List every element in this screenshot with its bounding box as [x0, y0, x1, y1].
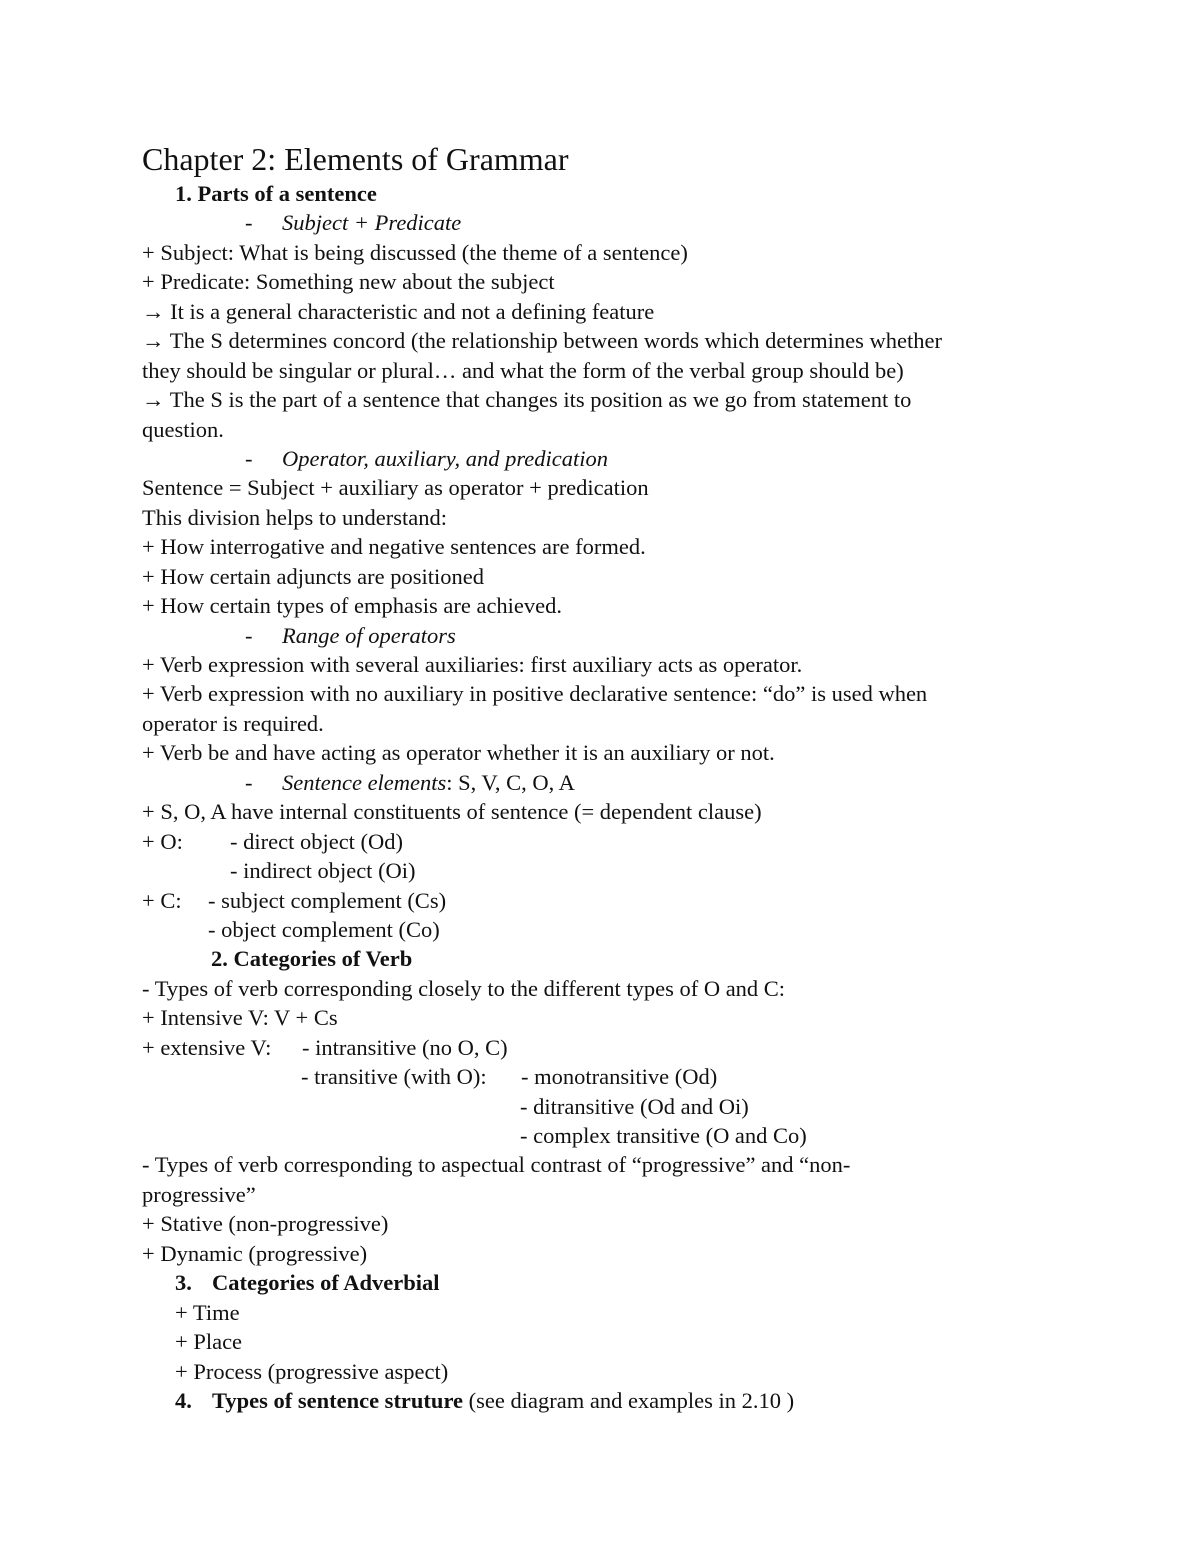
text-line: operator is required. — [142, 710, 324, 736]
verb-type-row: + extensive V: - intransitive (no O, C) — [142, 1034, 508, 1060]
text-line: + Stative (non-progressive) — [142, 1211, 389, 1237]
text-line: → The S determines concord (the relationship between words which determines whether — [142, 328, 942, 354]
text-line: they should be singular or plural… and what the form of the verbal group should be) — [142, 357, 904, 383]
bullet-dash: - — [245, 622, 253, 648]
text-line: + Verb be and have acting as operator whether it is an auxiliary or not. — [142, 740, 775, 766]
text-line: - Types of verb corresponding to aspectual contrast of “progressive” and “non- — [142, 1152, 851, 1178]
section-3-heading: 3. Categories of Adverbial — [175, 1270, 440, 1296]
bullet-dash: - — [245, 445, 253, 471]
text-line: → The S is the part of a sentence that changes its position as we go from statement to — [142, 387, 912, 413]
subheading-operator: - Operator, auxiliary, and predication — [142, 444, 1062, 473]
text-line: progressive” — [142, 1181, 256, 1207]
text-line: + Verb expression with several auxiliaries: first auxiliary acts as operator. — [142, 652, 803, 677]
bullet-dash: - — [245, 769, 253, 795]
text-line: + How certain adjuncts are positioned — [142, 563, 484, 589]
text-line: + Intensive V: V + Cs — [142, 1005, 338, 1031]
text-line: This division helps to understand: — [142, 504, 447, 530]
subheading-range-of-operators: - Range of operators — [142, 621, 1062, 650]
subheading-sentence-elements: - Sentence elements: S, V, C, O, A — [142, 768, 1062, 797]
text-line: - Types of verb corresponding closely to the different types of O and C: — [142, 975, 786, 1001]
object-row: + O: - direct object (Od) — [142, 828, 404, 854]
bullet-dash: - — [245, 210, 253, 236]
text-line: + S, O, A have internal constituents of sentence (= dependent clause) — [142, 799, 762, 825]
complement-row: - object complement (Co) — [208, 916, 440, 942]
verb-type-row: - ditransitive (Od and Oi) — [520, 1093, 749, 1119]
section-2-heading: 2. Categories of Verb — [211, 946, 413, 972]
verb-type-row: - complex transitive (O and Co) — [520, 1123, 807, 1148]
text-line: Sentence = Subject + auxiliary as operator + predication — [142, 475, 649, 501]
text-line: + Dynamic (progressive) — [142, 1240, 368, 1266]
list-item: + Place — [175, 1329, 243, 1355]
text-line: + Subject: What is being discussed (the theme of a sentence) — [142, 239, 688, 265]
list-item: + Time — [175, 1299, 240, 1325]
text-line: + How certain types of emphasis are achieved. — [142, 593, 563, 619]
list-item: + Process (progressive aspect) — [175, 1358, 449, 1384]
text-line: question. — [142, 416, 224, 442]
text-line: + How interrogative and negative sentences are formed. — [142, 534, 646, 560]
object-row: - indirect object (Oi) — [230, 858, 416, 884]
text-line: + Verb expression with no auxiliary in positive declarative sentence: “do” is used when — [142, 681, 928, 707]
text-line: → It is a general characteristic and not a defining feature — [142, 298, 655, 324]
subheading-subject-predicate: - Subject + Predicate — [142, 208, 1062, 237]
verb-type-row: - transitive (with O): - monotransitive (Od) — [301, 1064, 718, 1090]
chapter-title: Chapter 2: Elements of Grammar — [142, 141, 569, 177]
document-body — [142, 179, 1062, 1415]
complement-row: + C: - subject complement (Cs) — [142, 887, 447, 913]
section-4-heading: 4. Types of sentence struture (see diagram and examples in 2.10 ) — [175, 1387, 795, 1413]
text-line: + Predicate: Something new about the subject — [142, 269, 555, 295]
section-1-heading: 1. Parts of a sentence — [175, 181, 377, 206]
